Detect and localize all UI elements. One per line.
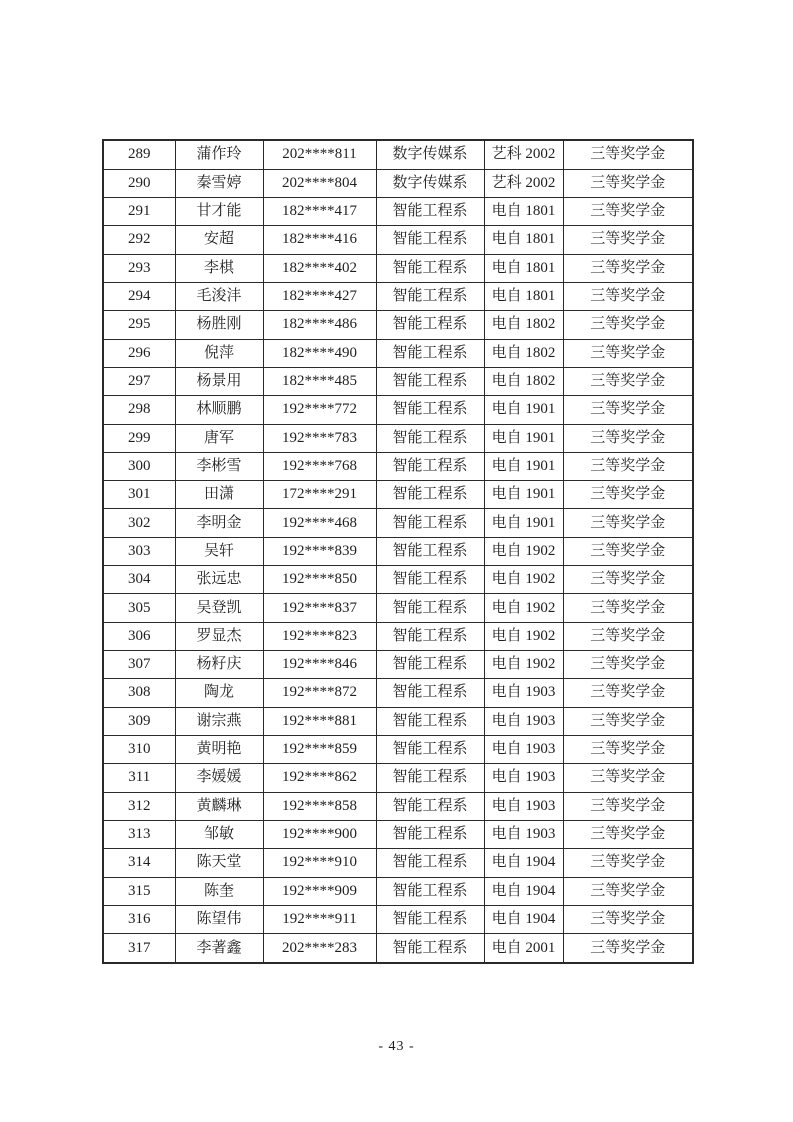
cell-department: 智能工程系: [376, 452, 484, 480]
cell-row-number: 315: [103, 877, 175, 905]
cell-student-name: 张远忠: [175, 566, 263, 594]
table-row: [103, 820, 693, 848]
cell-class: 电自 1801: [484, 226, 563, 254]
table-row: [103, 140, 693, 169]
cell-class: 电自 1801: [484, 254, 563, 282]
cell-award: 三等奖学金: [563, 509, 693, 537]
table-row: [103, 622, 693, 650]
table-row: [103, 735, 693, 763]
cell-class: 电自 1901: [484, 396, 563, 424]
cell-department: 智能工程系: [376, 622, 484, 650]
cell-award: 三等奖学金: [563, 566, 693, 594]
cell-student-id: 192****837: [263, 594, 376, 622]
cell-award: 三等奖学金: [563, 849, 693, 877]
cell-student-name: 李明金: [175, 509, 263, 537]
cell-student-name: 甘才能: [175, 198, 263, 226]
table-row: [103, 311, 693, 339]
table-row: [103, 877, 693, 905]
cell-class: 电自 1801: [484, 198, 563, 226]
cell-department: 智能工程系: [376, 905, 484, 933]
cell-department: 智能工程系: [376, 679, 484, 707]
cell-award: 三等奖学金: [563, 367, 693, 395]
cell-department: 智能工程系: [376, 339, 484, 367]
cell-award: 三等奖学金: [563, 651, 693, 679]
cell-row-number: 302: [103, 509, 175, 537]
cell-student-id: 172****291: [263, 481, 376, 509]
cell-department: 智能工程系: [376, 566, 484, 594]
table-row: [103, 481, 693, 509]
cell-department: 智能工程系: [376, 198, 484, 226]
cell-row-number: 317: [103, 934, 175, 963]
cell-class: 电自 1902: [484, 651, 563, 679]
cell-student-name: 安超: [175, 226, 263, 254]
cell-student-id: 192****768: [263, 452, 376, 480]
cell-student-name: 蒲作玲: [175, 140, 263, 169]
cell-row-number: 309: [103, 707, 175, 735]
cell-row-number: 313: [103, 820, 175, 848]
cell-award: 三等奖学金: [563, 396, 693, 424]
cell-award: 三等奖学金: [563, 934, 693, 963]
cell-student-name: 陈天堂: [175, 849, 263, 877]
cell-row-number: 314: [103, 849, 175, 877]
cell-student-id: 192****881: [263, 707, 376, 735]
scholarship-table: [102, 139, 694, 964]
cell-class: 电自 1903: [484, 764, 563, 792]
cell-class: 电自 1902: [484, 594, 563, 622]
cell-department: 智能工程系: [376, 424, 484, 452]
cell-student-name: 田潇: [175, 481, 263, 509]
cell-student-name: 吴登凯: [175, 594, 263, 622]
table-row: [103, 396, 693, 424]
cell-award: 三等奖学金: [563, 424, 693, 452]
table-row: [103, 254, 693, 282]
cell-department: 智能工程系: [376, 792, 484, 820]
cell-row-number: 301: [103, 481, 175, 509]
table-row: [103, 651, 693, 679]
cell-class: 电自 1903: [484, 820, 563, 848]
cell-row-number: 311: [103, 764, 175, 792]
table-row: [103, 594, 693, 622]
table-row: [103, 509, 693, 537]
cell-class: 电自 1903: [484, 792, 563, 820]
cell-student-name: 秦雪婷: [175, 169, 263, 197]
page-number: - 43 -: [378, 1039, 415, 1054]
table-row: [103, 707, 693, 735]
cell-department: 智能工程系: [376, 651, 484, 679]
cell-award: 三等奖学金: [563, 198, 693, 226]
cell-class: 电自 1904: [484, 905, 563, 933]
cell-student-name: 李媛媛: [175, 764, 263, 792]
cell-award: 三等奖学金: [563, 792, 693, 820]
cell-department: 智能工程系: [376, 396, 484, 424]
cell-department: 智能工程系: [376, 367, 484, 395]
table-row: [103, 198, 693, 226]
cell-student-id: 192****783: [263, 424, 376, 452]
cell-department: 智能工程系: [376, 764, 484, 792]
cell-row-number: 303: [103, 537, 175, 565]
cell-student-id: 182****490: [263, 339, 376, 367]
cell-award: 三等奖学金: [563, 452, 693, 480]
cell-student-id: 192****862: [263, 764, 376, 792]
cell-student-id: 182****427: [263, 282, 376, 310]
cell-department: 数字传媒系: [376, 140, 484, 169]
table-row: [103, 339, 693, 367]
cell-class: 电自 1904: [484, 849, 563, 877]
cell-student-name: 林顺鹏: [175, 396, 263, 424]
cell-student-name: 杨胜刚: [175, 311, 263, 339]
table-row: [103, 367, 693, 395]
cell-student-id: 192****850: [263, 566, 376, 594]
cell-award: 三等奖学金: [563, 877, 693, 905]
cell-student-id: 182****416: [263, 226, 376, 254]
cell-student-name: 黄麟琳: [175, 792, 263, 820]
cell-department: 智能工程系: [376, 282, 484, 310]
cell-class: 电自 1802: [484, 339, 563, 367]
cell-department: 智能工程系: [376, 537, 484, 565]
cell-class: 电自 1801: [484, 282, 563, 310]
cell-row-number: 307: [103, 651, 175, 679]
cell-row-number: 312: [103, 792, 175, 820]
table-row: [103, 566, 693, 594]
cell-class: 电自 1904: [484, 877, 563, 905]
cell-student-name: 杨籽庆: [175, 651, 263, 679]
cell-department: 智能工程系: [376, 481, 484, 509]
cell-row-number: 295: [103, 311, 175, 339]
table-row: [103, 452, 693, 480]
cell-award: 三等奖学金: [563, 707, 693, 735]
cell-class: 电自 1902: [484, 622, 563, 650]
cell-student-name: 谢宗燕: [175, 707, 263, 735]
cell-student-name: 陈望伟: [175, 905, 263, 933]
table-row: [103, 679, 693, 707]
cell-class: 电自 1901: [484, 481, 563, 509]
cell-student-id: 192****859: [263, 735, 376, 763]
cell-student-id: 192****823: [263, 622, 376, 650]
cell-award: 三等奖学金: [563, 254, 693, 282]
cell-class: 电自 1802: [484, 311, 563, 339]
cell-class: 电自 2001: [484, 934, 563, 963]
cell-student-id: 202****283: [263, 934, 376, 963]
cell-department: 数字传媒系: [376, 169, 484, 197]
cell-student-name: 倪萍: [175, 339, 263, 367]
cell-student-id: 192****858: [263, 792, 376, 820]
cell-student-name: 唐军: [175, 424, 263, 452]
cell-student-name: 毛浚沣: [175, 282, 263, 310]
cell-award: 三等奖学金: [563, 820, 693, 848]
cell-class: 电自 1902: [484, 566, 563, 594]
cell-award: 三等奖学金: [563, 537, 693, 565]
cell-student-name: 罗显杰: [175, 622, 263, 650]
cell-department: 智能工程系: [376, 311, 484, 339]
cell-row-number: 296: [103, 339, 175, 367]
cell-department: 智能工程系: [376, 707, 484, 735]
cell-award: 三等奖学金: [563, 339, 693, 367]
cell-class: 电自 1902: [484, 537, 563, 565]
cell-award: 三等奖学金: [563, 282, 693, 310]
cell-student-id: 182****486: [263, 311, 376, 339]
cell-award: 三等奖学金: [563, 594, 693, 622]
cell-row-number: 305: [103, 594, 175, 622]
cell-class: 艺科 2002: [484, 140, 563, 169]
cell-award: 三等奖学金: [563, 140, 693, 169]
cell-class: 电自 1901: [484, 452, 563, 480]
cell-student-id: 192****910: [263, 849, 376, 877]
cell-award: 三等奖学金: [563, 481, 693, 509]
cell-student-id: 192****872: [263, 679, 376, 707]
table-row: [103, 905, 693, 933]
cell-award: 三等奖学金: [563, 169, 693, 197]
cell-student-id: 192****468: [263, 509, 376, 537]
cell-award: 三等奖学金: [563, 735, 693, 763]
table-row: [103, 934, 693, 963]
scholarship-table-body: [103, 140, 693, 963]
cell-row-number: 300: [103, 452, 175, 480]
cell-student-id: 192****846: [263, 651, 376, 679]
cell-award: 三等奖学金: [563, 622, 693, 650]
cell-department: 智能工程系: [376, 735, 484, 763]
table-row: [103, 792, 693, 820]
cell-department: 智能工程系: [376, 509, 484, 537]
table-row: [103, 849, 693, 877]
cell-award: 三等奖学金: [563, 311, 693, 339]
cell-student-name: 陶龙: [175, 679, 263, 707]
cell-class: 电自 1903: [484, 707, 563, 735]
cell-row-number: 291: [103, 198, 175, 226]
cell-row-number: 304: [103, 566, 175, 594]
cell-row-number: 292: [103, 226, 175, 254]
cell-student-id: 192****839: [263, 537, 376, 565]
cell-student-id: 192****911: [263, 905, 376, 933]
cell-award: 三等奖学金: [563, 905, 693, 933]
cell-student-name: 李著鑫: [175, 934, 263, 963]
cell-student-name: 陈奎: [175, 877, 263, 905]
cell-department: 智能工程系: [376, 254, 484, 282]
cell-row-number: 298: [103, 396, 175, 424]
cell-student-name: 黄明艳: [175, 735, 263, 763]
cell-row-number: 294: [103, 282, 175, 310]
cell-department: 智能工程系: [376, 226, 484, 254]
cell-student-id: 182****402: [263, 254, 376, 282]
table-row: [103, 282, 693, 310]
table-row: [103, 226, 693, 254]
cell-student-name: 邹敏: [175, 820, 263, 848]
cell-award: 三等奖学金: [563, 226, 693, 254]
cell-student-id: 192****900: [263, 820, 376, 848]
cell-student-name: 李棋: [175, 254, 263, 282]
cell-row-number: 293: [103, 254, 175, 282]
cell-department: 智能工程系: [376, 849, 484, 877]
table-row: [103, 537, 693, 565]
cell-award: 三等奖学金: [563, 679, 693, 707]
cell-student-id: 192****772: [263, 396, 376, 424]
cell-row-number: 290: [103, 169, 175, 197]
cell-row-number: 289: [103, 140, 175, 169]
cell-class: 电自 1901: [484, 509, 563, 537]
cell-class: 电自 1903: [484, 735, 563, 763]
cell-row-number: 308: [103, 679, 175, 707]
cell-class: 电自 1903: [484, 679, 563, 707]
cell-student-id: 192****909: [263, 877, 376, 905]
cell-student-id: 202****811: [263, 140, 376, 169]
table-row: [103, 424, 693, 452]
cell-row-number: 299: [103, 424, 175, 452]
cell-student-name: 杨景用: [175, 367, 263, 395]
cell-department: 智能工程系: [376, 877, 484, 905]
cell-student-name: 李彬雪: [175, 452, 263, 480]
cell-class: 艺科 2002: [484, 169, 563, 197]
cell-row-number: 297: [103, 367, 175, 395]
cell-student-id: 182****417: [263, 198, 376, 226]
cell-class: 电自 1802: [484, 367, 563, 395]
cell-department: 智能工程系: [376, 934, 484, 963]
table-row: [103, 169, 693, 197]
cell-student-id: 182****485: [263, 367, 376, 395]
table-row: [103, 764, 693, 792]
cell-student-name: 吴轩: [175, 537, 263, 565]
cell-row-number: 306: [103, 622, 175, 650]
cell-row-number: 316: [103, 905, 175, 933]
cell-department: 智能工程系: [376, 820, 484, 848]
cell-class: 电自 1901: [484, 424, 563, 452]
cell-student-id: 202****804: [263, 169, 376, 197]
cell-department: 智能工程系: [376, 594, 484, 622]
cell-award: 三等奖学金: [563, 764, 693, 792]
cell-row-number: 310: [103, 735, 175, 763]
